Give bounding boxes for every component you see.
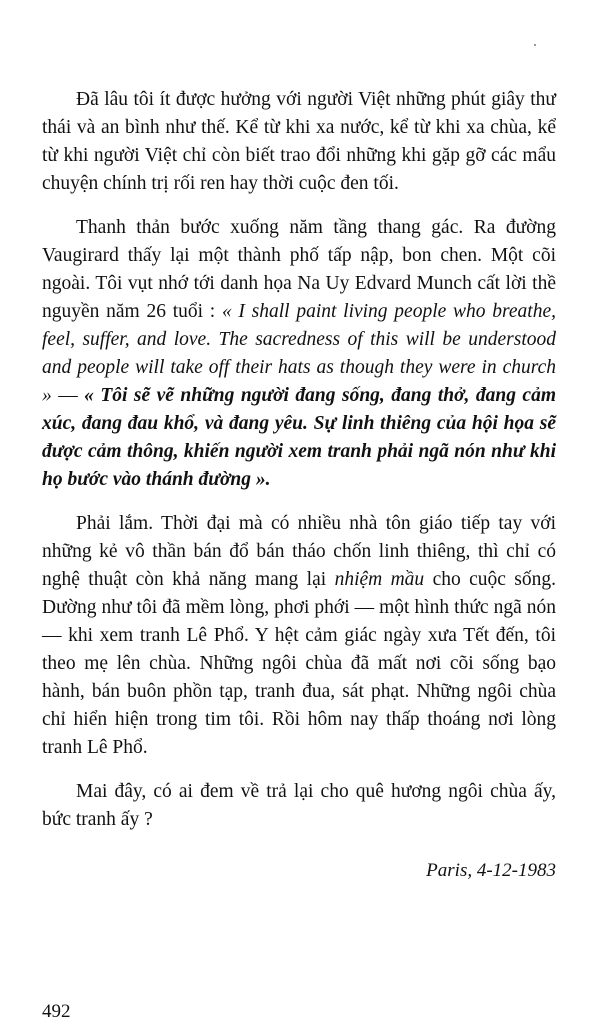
munch-quote-vietnamese: « Tôi sẽ vẽ những người đang sống, đang thở, đang cảm xúc, đang đau khổ, và đang yêu. Sự linh thiêng của hội họa sẽ được cảm thông, khiến người xem tranh phải ngã nón như khi họ bước vào thánh đường ». xyxy=(42,385,557,490)
paragraph-3-emphasis: nhiệm mầu xyxy=(334,569,425,590)
paragraph-2 xyxy=(42,214,556,494)
paragraph-2-intro: Thanh thản bước xuống năm tầng thang gác. Ra đường Vaugirard thấy lại một thành phố tấp nập, bon chen. Một cõi ngoài. Tôi vụt nhớ tới danh họa Na Uy Edvard Munch cất lời thề nguyền năm 26 tuổi : xyxy=(42,217,556,322)
page-body xyxy=(42,86,556,850)
paragraph-3-after: cho cuộc sống. Dường như tôi đã mềm lòng, phơi phới — một hình thức ngã nón — khi xem tranh Lê Phổ. Y hệt cảm giác ngày xưa Tết đến, tôi theo mẹ lên chùa. Những ngôi chùa đã mất nơi cõi sống bạo hành, bán buôn phồn tạp, tranh đua, sát phạt. Những ngôi chùa chỉ hiển hiện trong tim tôi. Rồi hôm nay thấp thoáng nơi lòng tranh Lê Phổ. xyxy=(42,569,556,758)
paragraph-3 xyxy=(42,510,556,762)
munch-quote-english: « I shall paint living people who breathe, feel, suffer, and love. The sacredness of this will be understood and people will take off their hats as though they were in church » xyxy=(42,301,556,406)
paragraph-3-before: Phải lắm. Thời đại mà có nhiều nhà tôn giáo tiếp tay với những kẻ vô thần bán đổ bán tháo chốn linh thiêng, thì chỉ có nghệ thuật còn khả năng mang lại xyxy=(42,513,556,590)
scan-speck xyxy=(534,44,536,46)
page-number: 492 xyxy=(42,1001,71,1022)
paragraph-1: Đã lâu tôi ít được hưởng với người Việt những phút giây thư thái và an bình như thế. Kể từ khi xa nước, kể từ khi xa chùa, kể từ khi người Việt chỉ còn biết trao đổi những khi gặp gỡ các mẩu chuyện chính trị rối ren hay thời cuộc đen tối. xyxy=(42,89,556,194)
place-date-signature: Paris, 4-12-1983 xyxy=(426,860,556,881)
em-dash: — xyxy=(51,385,85,406)
paragraph-4: Mai đây, có ai đem về trả lại cho quê hương ngôi chùa ấy, bức tranh ấy ? xyxy=(42,781,556,830)
